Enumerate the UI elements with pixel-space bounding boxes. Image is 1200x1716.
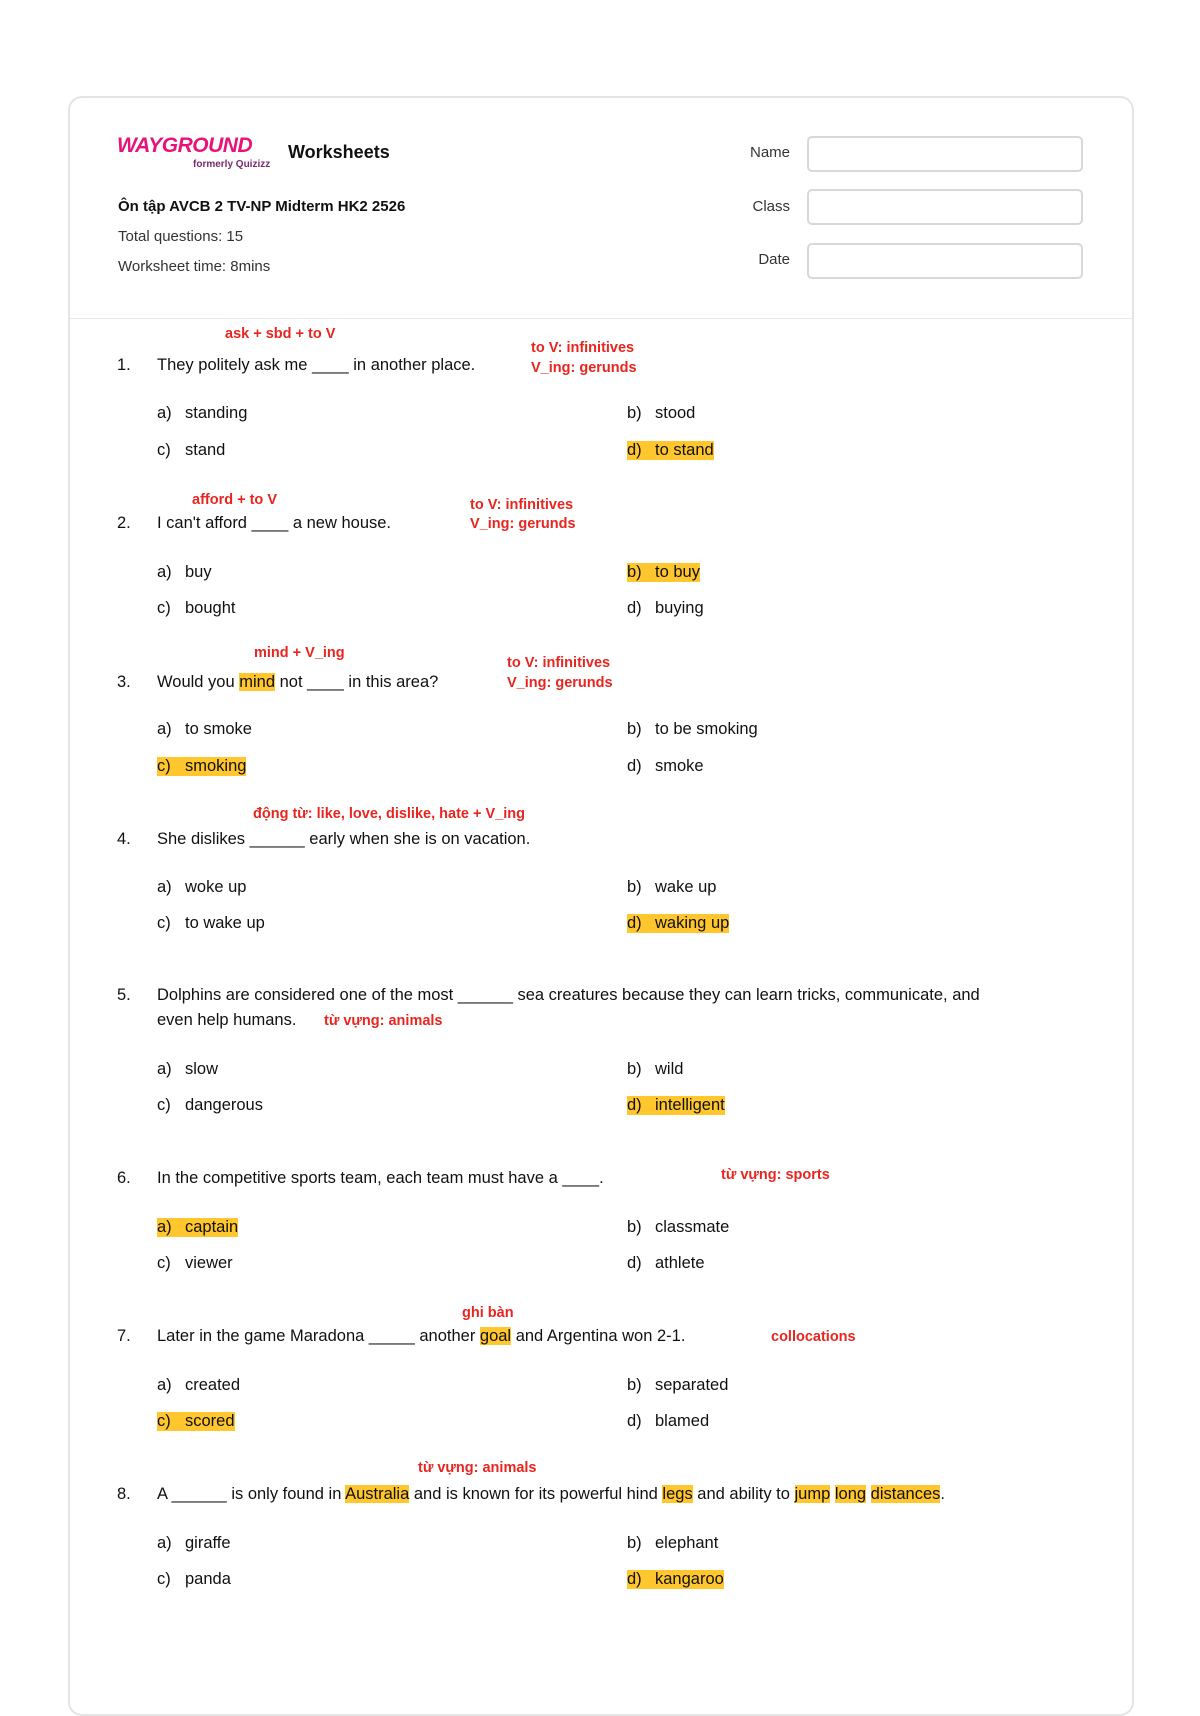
option-a[interactable]: [157, 1060, 218, 1079]
option-letter: c): [157, 757, 171, 775]
class-field[interactable]: [807, 189, 1083, 225]
question-number: 2.: [117, 514, 131, 532]
name-field[interactable]: [807, 136, 1083, 172]
option-c[interactable]: [157, 441, 225, 460]
option-a[interactable]: [157, 878, 246, 897]
option-text: buy: [185, 563, 212, 581]
question-text-part: and ability to: [692, 1485, 795, 1503]
option-text: to buy: [655, 563, 700, 581]
option-letter: d): [627, 757, 642, 775]
logo-wordmark: WAYGROUND: [117, 134, 253, 157]
question-text: They politely ask me ____ in another place.: [157, 356, 476, 374]
question-text-part: and is known for its powerful hind: [409, 1485, 663, 1503]
question-text-part: not ____ in this area?: [275, 673, 439, 691]
highlighted-word: Australia: [345, 1485, 410, 1503]
option-letter: a): [157, 720, 172, 738]
option-text: classmate: [655, 1218, 730, 1236]
question-text-part: Would you: [157, 673, 240, 691]
option-d-correct[interactable]: [627, 441, 714, 460]
highlighted-word: goal: [479, 1327, 512, 1345]
option-letter: d): [627, 1096, 642, 1114]
option-text: standing: [185, 404, 248, 422]
question-text: She dislikes ______ early when she is on vacation.: [157, 830, 531, 848]
option-a-correct[interactable]: [157, 1218, 238, 1237]
option-text: to stand: [655, 441, 714, 459]
option-letter: a): [157, 1534, 172, 1552]
option-letter: a): [157, 1376, 172, 1394]
option-b[interactable]: [627, 1218, 729, 1237]
option-letter: c): [157, 441, 171, 459]
question-text: Dolphins are considered one of the most ______ sea creatures because they can learn tricks, communicate, and: [157, 986, 980, 1004]
option-a[interactable]: [157, 1534, 231, 1553]
option-b[interactable]: [627, 720, 758, 739]
highlighted-word: mind: [239, 673, 276, 691]
annotation-note: mind + V_ing: [254, 645, 345, 661]
option-a[interactable]: [157, 563, 212, 582]
option-letter: d): [627, 441, 642, 459]
option-text: dangerous: [185, 1096, 263, 1114]
question-text: [157, 673, 438, 692]
option-text: panda: [185, 1570, 231, 1588]
question-number: 6.: [117, 1169, 131, 1187]
option-text: scored: [185, 1412, 235, 1430]
option-text: blamed: [655, 1412, 710, 1430]
annotation-note: to V: infinitives: [470, 497, 574, 513]
option-text: created: [185, 1376, 241, 1394]
option-c[interactable]: [157, 1096, 263, 1115]
option-letter: b): [627, 878, 642, 896]
option-text: woke up: [185, 878, 247, 896]
option-text: stood: [655, 404, 696, 422]
option-letter: c): [157, 1412, 171, 1430]
option-letter: c): [157, 599, 171, 617]
question-number: 3.: [117, 673, 131, 691]
option-text: to wake up: [185, 914, 265, 932]
question-text-part: A ______ is only found in: [157, 1485, 346, 1503]
option-text: elephant: [655, 1534, 719, 1552]
option-text: viewer: [185, 1254, 233, 1272]
option-letter: d): [627, 914, 642, 932]
option-letter: a): [157, 1060, 172, 1078]
option-text: giraffe: [185, 1534, 231, 1552]
option-letter: c): [157, 1570, 171, 1588]
question-number: 7.: [117, 1327, 131, 1345]
question-number: 5.: [117, 986, 131, 1004]
option-letter: b): [627, 1060, 642, 1078]
option-letter: d): [627, 599, 642, 617]
option-letter: b): [627, 1376, 642, 1394]
annotation-note: động từ: like, love, dislike, hate + V_ing: [253, 806, 525, 822]
question-text: I can't afford ____ a new house.: [157, 514, 392, 532]
question-text: In the competitive sports team, each team must have a ____.: [157, 1169, 604, 1187]
option-text: smoking: [185, 757, 247, 775]
option-c-correct[interactable]: [157, 757, 246, 776]
option-letter: d): [627, 1254, 642, 1272]
option-b[interactable]: [627, 1060, 683, 1079]
option-d-correct[interactable]: [627, 1096, 725, 1115]
worksheet-time: Worksheet time: 8mins: [118, 258, 271, 275]
total-questions: Total questions: 15: [118, 228, 244, 245]
option-text: to be smoking: [655, 720, 758, 738]
option-a[interactable]: [157, 404, 247, 423]
option-text: kangaroo: [655, 1570, 724, 1588]
date-field[interactable]: [807, 243, 1083, 279]
option-text: to smoke: [185, 720, 252, 738]
option-c-correct[interactable]: [157, 1412, 235, 1431]
option-letter: b): [627, 1218, 642, 1236]
option-d-correct[interactable]: [627, 914, 729, 933]
annotation-note: V_ing: gerunds: [470, 516, 576, 532]
option-text: stand: [185, 441, 226, 459]
option-text: waking up: [655, 914, 730, 932]
option-letter: a): [157, 404, 172, 422]
header-divider: [70, 318, 1132, 319]
option-letter: b): [627, 1534, 642, 1552]
option-text: intelligent: [655, 1096, 725, 1114]
annotation-note: từ vựng: animals: [418, 1460, 537, 1476]
logo-subtitle: formerly Quizizz: [193, 159, 271, 170]
option-a[interactable]: [157, 720, 252, 739]
option-d[interactable]: [627, 1254, 705, 1273]
annotation-note: từ vựng: sports: [721, 1167, 830, 1183]
option-text: smoke: [655, 757, 704, 775]
question-number: 4.: [117, 830, 131, 848]
option-text: buying: [655, 599, 704, 617]
wayground-logo: [117, 134, 279, 174]
option-c[interactable]: [157, 1254, 233, 1273]
highlighted-word: jump: [794, 1485, 831, 1503]
option-b[interactable]: [627, 1534, 718, 1553]
annotation-note: ghi bàn: [462, 1305, 514, 1321]
option-letter: b): [627, 563, 642, 581]
annotation-note: collocations: [771, 1329, 856, 1345]
worksheet-title: Ôn tập AVCB 2 TV-NP Midterm HK2 2526: [118, 198, 406, 215]
name-label: Name: [749, 144, 790, 161]
option-text: athlete: [655, 1254, 705, 1272]
option-b-correct[interactable]: [627, 563, 700, 582]
product-name: Worksheets: [288, 142, 390, 162]
annotation-note: afford + to V: [192, 492, 277, 508]
question-text-part: Later in the game Maradona _____ another: [157, 1327, 480, 1345]
option-letter: d): [627, 1570, 642, 1588]
highlighted-word: long: [834, 1485, 867, 1503]
question-text-part: and Argentina won 2-1.: [511, 1327, 686, 1345]
question-number: 1.: [117, 356, 131, 374]
date-label: Date: [758, 251, 790, 268]
highlighted-word: distances: [870, 1485, 941, 1503]
question-text-line2: even help humans.: [157, 1011, 297, 1029]
option-text: wake up: [655, 878, 717, 896]
option-text: captain: [185, 1218, 239, 1236]
option-b[interactable]: [627, 878, 716, 897]
question-text-part: [866, 1485, 871, 1503]
option-letter: d): [627, 1412, 642, 1430]
option-b[interactable]: [627, 1376, 728, 1395]
annotation-note: từ vựng: animals: [324, 1013, 443, 1029]
option-letter: a): [157, 563, 172, 581]
option-letter: a): [157, 878, 172, 896]
option-letter: c): [157, 1096, 171, 1114]
highlighted-word: legs: [662, 1485, 693, 1503]
class-label: Class: [752, 198, 790, 215]
annotation-note: V_ing: gerunds: [531, 360, 637, 376]
option-a[interactable]: [157, 1376, 240, 1395]
option-letter: b): [627, 720, 642, 738]
option-d[interactable]: [627, 757, 704, 776]
option-c[interactable]: [157, 599, 235, 618]
option-b[interactable]: [627, 404, 695, 423]
option-text: wild: [655, 1060, 684, 1078]
option-text: separated: [655, 1376, 729, 1394]
question-number: 8.: [117, 1485, 131, 1503]
annotation-note: to V: infinitives: [531, 340, 635, 356]
option-d-correct[interactable]: [627, 1570, 724, 1589]
option-letter: b): [627, 404, 642, 422]
annotation-note: to V: infinitives: [507, 655, 611, 671]
annotation-note: V_ing: gerunds: [507, 675, 613, 691]
option-d[interactable]: [627, 1412, 709, 1431]
option-letter: c): [157, 914, 171, 932]
option-text: slow: [185, 1060, 219, 1078]
option-text: bought: [185, 599, 236, 617]
question-text-part: .: [940, 1485, 945, 1503]
option-c[interactable]: [157, 1570, 231, 1589]
option-d[interactable]: [627, 599, 704, 618]
option-letter: c): [157, 1254, 171, 1272]
annotation-note: ask + sbd + to V: [225, 326, 336, 342]
option-c[interactable]: [157, 914, 265, 933]
question-text: [157, 1327, 685, 1346]
question-text: [157, 1485, 945, 1504]
option-letter: a): [157, 1218, 172, 1236]
